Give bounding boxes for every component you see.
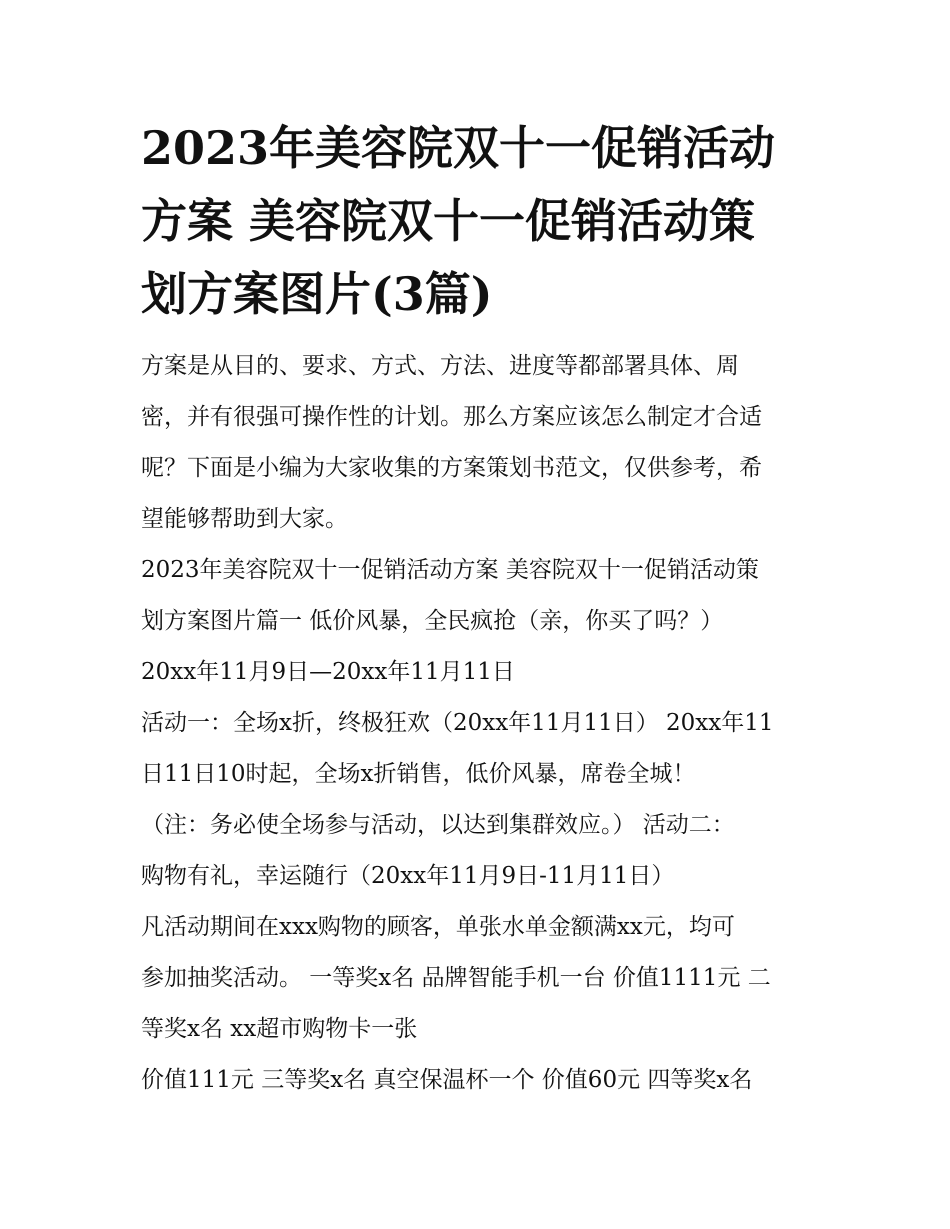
body-line: 活动一：全场x折，终极狂欢（20xx年11月11日） 20xx年11 [141, 710, 774, 736]
body-line: 日11日10时起，全场x折销售，低价风暴，席卷全城！ [141, 761, 696, 787]
title-line-2: 方案 美容院双十一促销活动策 [141, 194, 756, 248]
title-line-3: 划方案图片(3篇) [141, 267, 493, 321]
body-line: 等奖x名 xx超市购物卡一张 [141, 1016, 418, 1042]
body-line: 密，并有很强可操作性的计划。那么方案应该怎么制定才合适 [141, 404, 762, 430]
body-line: 呢？下面是小编为大家收集的方案策划书范文，仅供参考，希 [141, 455, 762, 481]
body-line: 望能够帮助到大家。 [141, 506, 348, 532]
body-line: （注：务必使全场参与活动，以达到集群效应。） 活动二： [141, 812, 735, 838]
body-line: 方案是从目的、要求、方式、方法、进度等都部署具体、周 [141, 353, 739, 379]
body-line: 购物有礼，幸运随行（20xx年11月9日-11月11日） [141, 863, 675, 889]
document-title [141, 112, 813, 331]
title-line-1: 2023年美容院双十一促销活动 [141, 121, 776, 175]
body-line: 价值111元 三等奖x名 真空保温杯一个 价值60元 四等奖x名 [141, 1067, 753, 1093]
body-line: 参加抽奖活动。 一等奖x名 品牌智能手机一台 价值1111元 二 [141, 965, 771, 991]
document-page [141, 112, 813, 1106]
body-line: 划方案图片篇一 低价风暴，全民疯抢（亲，你买了吗？） [141, 608, 724, 634]
body-line: 凡活动期间在xxx购物的顾客，单张水单金额满xx元，均可 [141, 914, 735, 940]
body-line: 20xx年11月9日—20xx年11月11日 [141, 659, 515, 685]
document-body [141, 341, 813, 1106]
body-line: 2023年美容院双十一促销活动方案 美容院双十一促销活动策 [141, 557, 759, 583]
